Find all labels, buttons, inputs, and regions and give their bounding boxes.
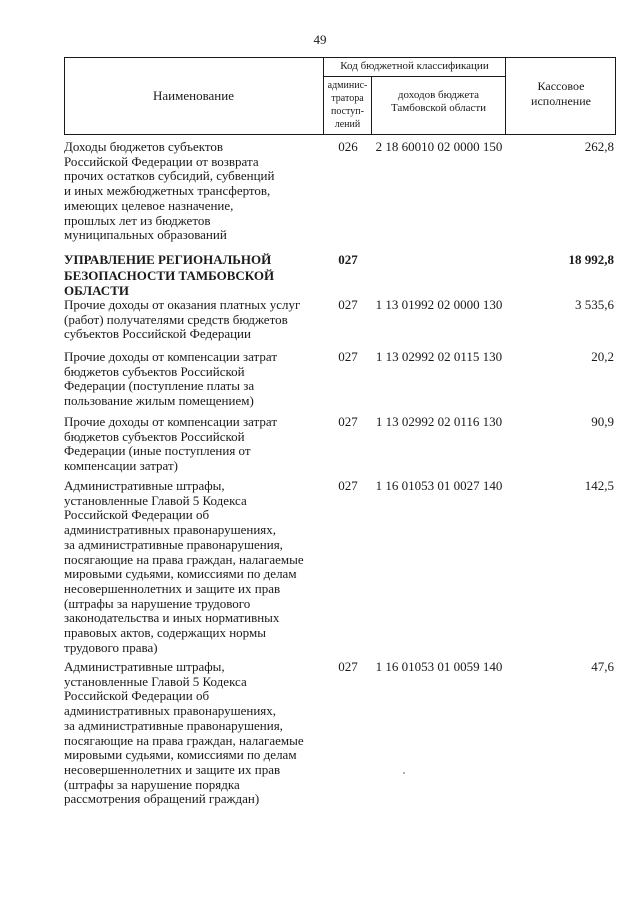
row-budget-code: 1 16 01053 01 0027 140 (375, 478, 503, 493)
row-name: Прочие доходы от оказания платных услуг (работ) получателями средств бюджетов субъектов Российской Федерации (64, 297, 301, 342)
row-name: УПРАВЛЕНИЕ РЕГИОНАЛЬНОЙ БЕЗОПАСНОСТИ ТАМБОВСКОЙ ОБЛАСТИ (64, 252, 275, 298)
row-amount: 3 535,6 (575, 297, 614, 312)
header-name: Наименование (153, 88, 234, 103)
row-admin-code: 027 (338, 414, 358, 429)
page-number: 49 (313, 32, 327, 47)
scan-speck (403, 772, 405, 774)
row-amount: 262,8 (584, 139, 614, 154)
row-admin-code: 026 (338, 139, 358, 154)
row-name: Административные штрафы, установленные Главой 5 Кодекса Российской Федерации об административных правонарушениях, за административные правонарушения, посягающие на права граждан, налагаемые мировыми судьями, комиссиями по делам несовершеннолетних и защите их прав (штрафы за нарушение порядка рассмотрения обращений граждан) (64, 659, 304, 807)
row-amount: 142,5 (584, 478, 614, 493)
row-name: Прочие доходы от компенсации затрат бюджетов субъектов Российской Федерации (поступление платы за пользование жилым помещением) (64, 349, 278, 409)
row-amount: 20,2 (591, 349, 614, 364)
row-amount: 90,9 (591, 414, 614, 429)
row-budget-code: 2 18 60010 02 0000 150 (375, 139, 503, 154)
row-name: Прочие доходы от компенсации затрат бюджетов субъектов Российской Федерации (иные поступления от компенсации затрат) (64, 414, 278, 474)
row-amount: 18 992,8 (568, 252, 614, 267)
row-budget-code: 1 13 02992 02 0115 130 (375, 349, 503, 364)
row-amount: 47,6 (591, 659, 614, 674)
row-admin-code: 027 (338, 659, 358, 674)
table-header (64, 57, 616, 135)
header-code-group: Код бюджетной классификации (340, 60, 489, 72)
row-admin-code: 027 (338, 252, 358, 267)
row-name: Доходы бюджетов субъектов Российской Федерации от возврата прочих остатков субсидий, субвенций и иных межбюджетных трансфертов, имеющих целевое назначение, прошлых лет из бюджетов муниципальных образований (64, 139, 275, 243)
header-cash: Кассовое исполнение (531, 79, 591, 108)
row-name: Административные штрафы, установленные Главой 5 Кодекса Российской Федерации об административных правонарушениях, за административные правонарушения, посягающие на права граждан, налагаемые мировыми судьями, комиссиями по делам несовершеннолетних и защите их прав (штрафы за нарушение трудового законодательства и иных нормативных правовых актов, содержащих нормы трудового права) (64, 478, 304, 655)
row-admin-code: 027 (338, 349, 358, 364)
row-budget-code: 1 13 02992 02 0116 130 (375, 414, 503, 429)
row-admin-code: 027 (338, 478, 358, 493)
row-budget-code: 1 13 01992 02 0000 130 (375, 297, 503, 312)
row-budget-code: 1 16 01053 01 0059 140 (375, 659, 503, 674)
header-admin: админис- тратора поступ- лений (327, 80, 368, 130)
header-revenue: доходов бюджета Тамбовской области (390, 89, 487, 114)
row-admin-code: 027 (338, 297, 358, 312)
